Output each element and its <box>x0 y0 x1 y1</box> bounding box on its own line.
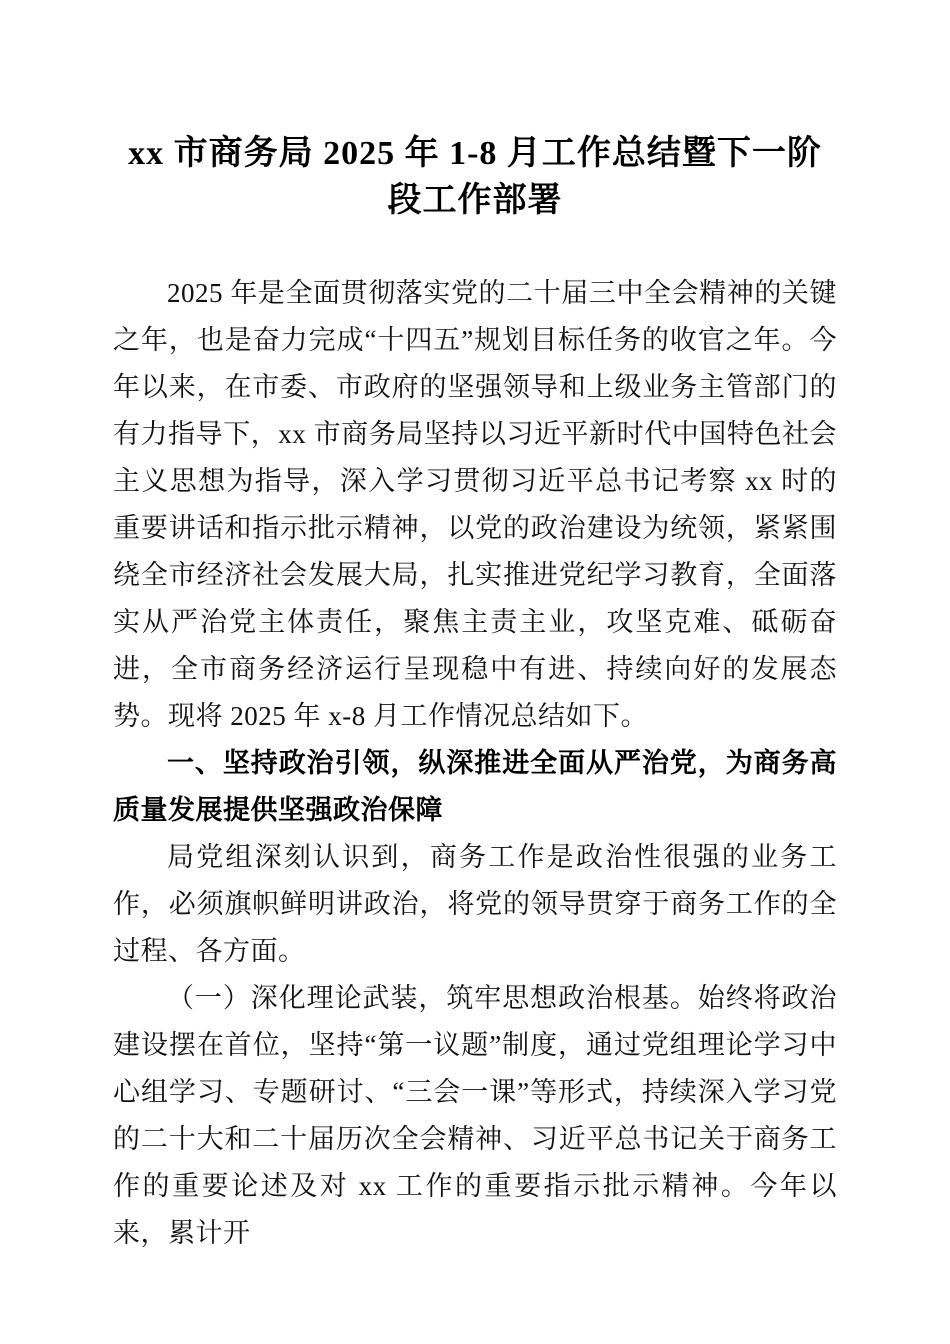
section-paragraph-2: （一）深化理论武装，筑牢思想政治根基。始终将政治建设摆在首位，坚持“第一议题”制度，通过党组理论学习中心组学习、专题研讨、“三会一课”等形式，持续深入学习党的二十大和二十届历次全会精神、习近平总书记关于商务工作的重要论述及对 xx 工作的重要指示批示精神。今年以来，累计开 <box>113 983 837 1248</box>
section-heading: 一、坚持政治引领，纵深推进全面从严治党，为商务高质量发展提供坚强政治保障 <box>113 748 837 825</box>
section-paragraph-1: 局党组深刻认识到，商务工作是政治性很强的业务工作，必须旗帜鲜明讲政治，将党的领导贯穿于商务工作的全过程、各方面。 <box>113 842 837 966</box>
document-title: xx 市商务局 2025 年 1-8 月工作总结暨下一阶段工作部署 <box>128 135 822 219</box>
intro-paragraph: 2025 年是全面贯彻落实党的二十届三中全会精神的关键之年，也是奋力完成“十四五”规划目标任务的收官之年。今年以来，在市委、市政府的坚强领导和上级业务主管部门的有力指导下，xx 市商务局坚持以习近平新时代中国特色社会主义思想为指导，深入学习贯彻习近平总书记考察 xx 时的重要讲话和指示批示精神，以党的政治建设为统领，紧紧围绕全市经济社会发展大局，扎实推进党纪学习教育，全面落实从严治党主体责任，聚焦主责主业，攻坚克难、砥砺奋进，全市商务经济运行呈现稳中有进、持续向好的发展态势。现将 2025 年 x-8 月工作情况总结如下。 <box>113 278 837 731</box>
